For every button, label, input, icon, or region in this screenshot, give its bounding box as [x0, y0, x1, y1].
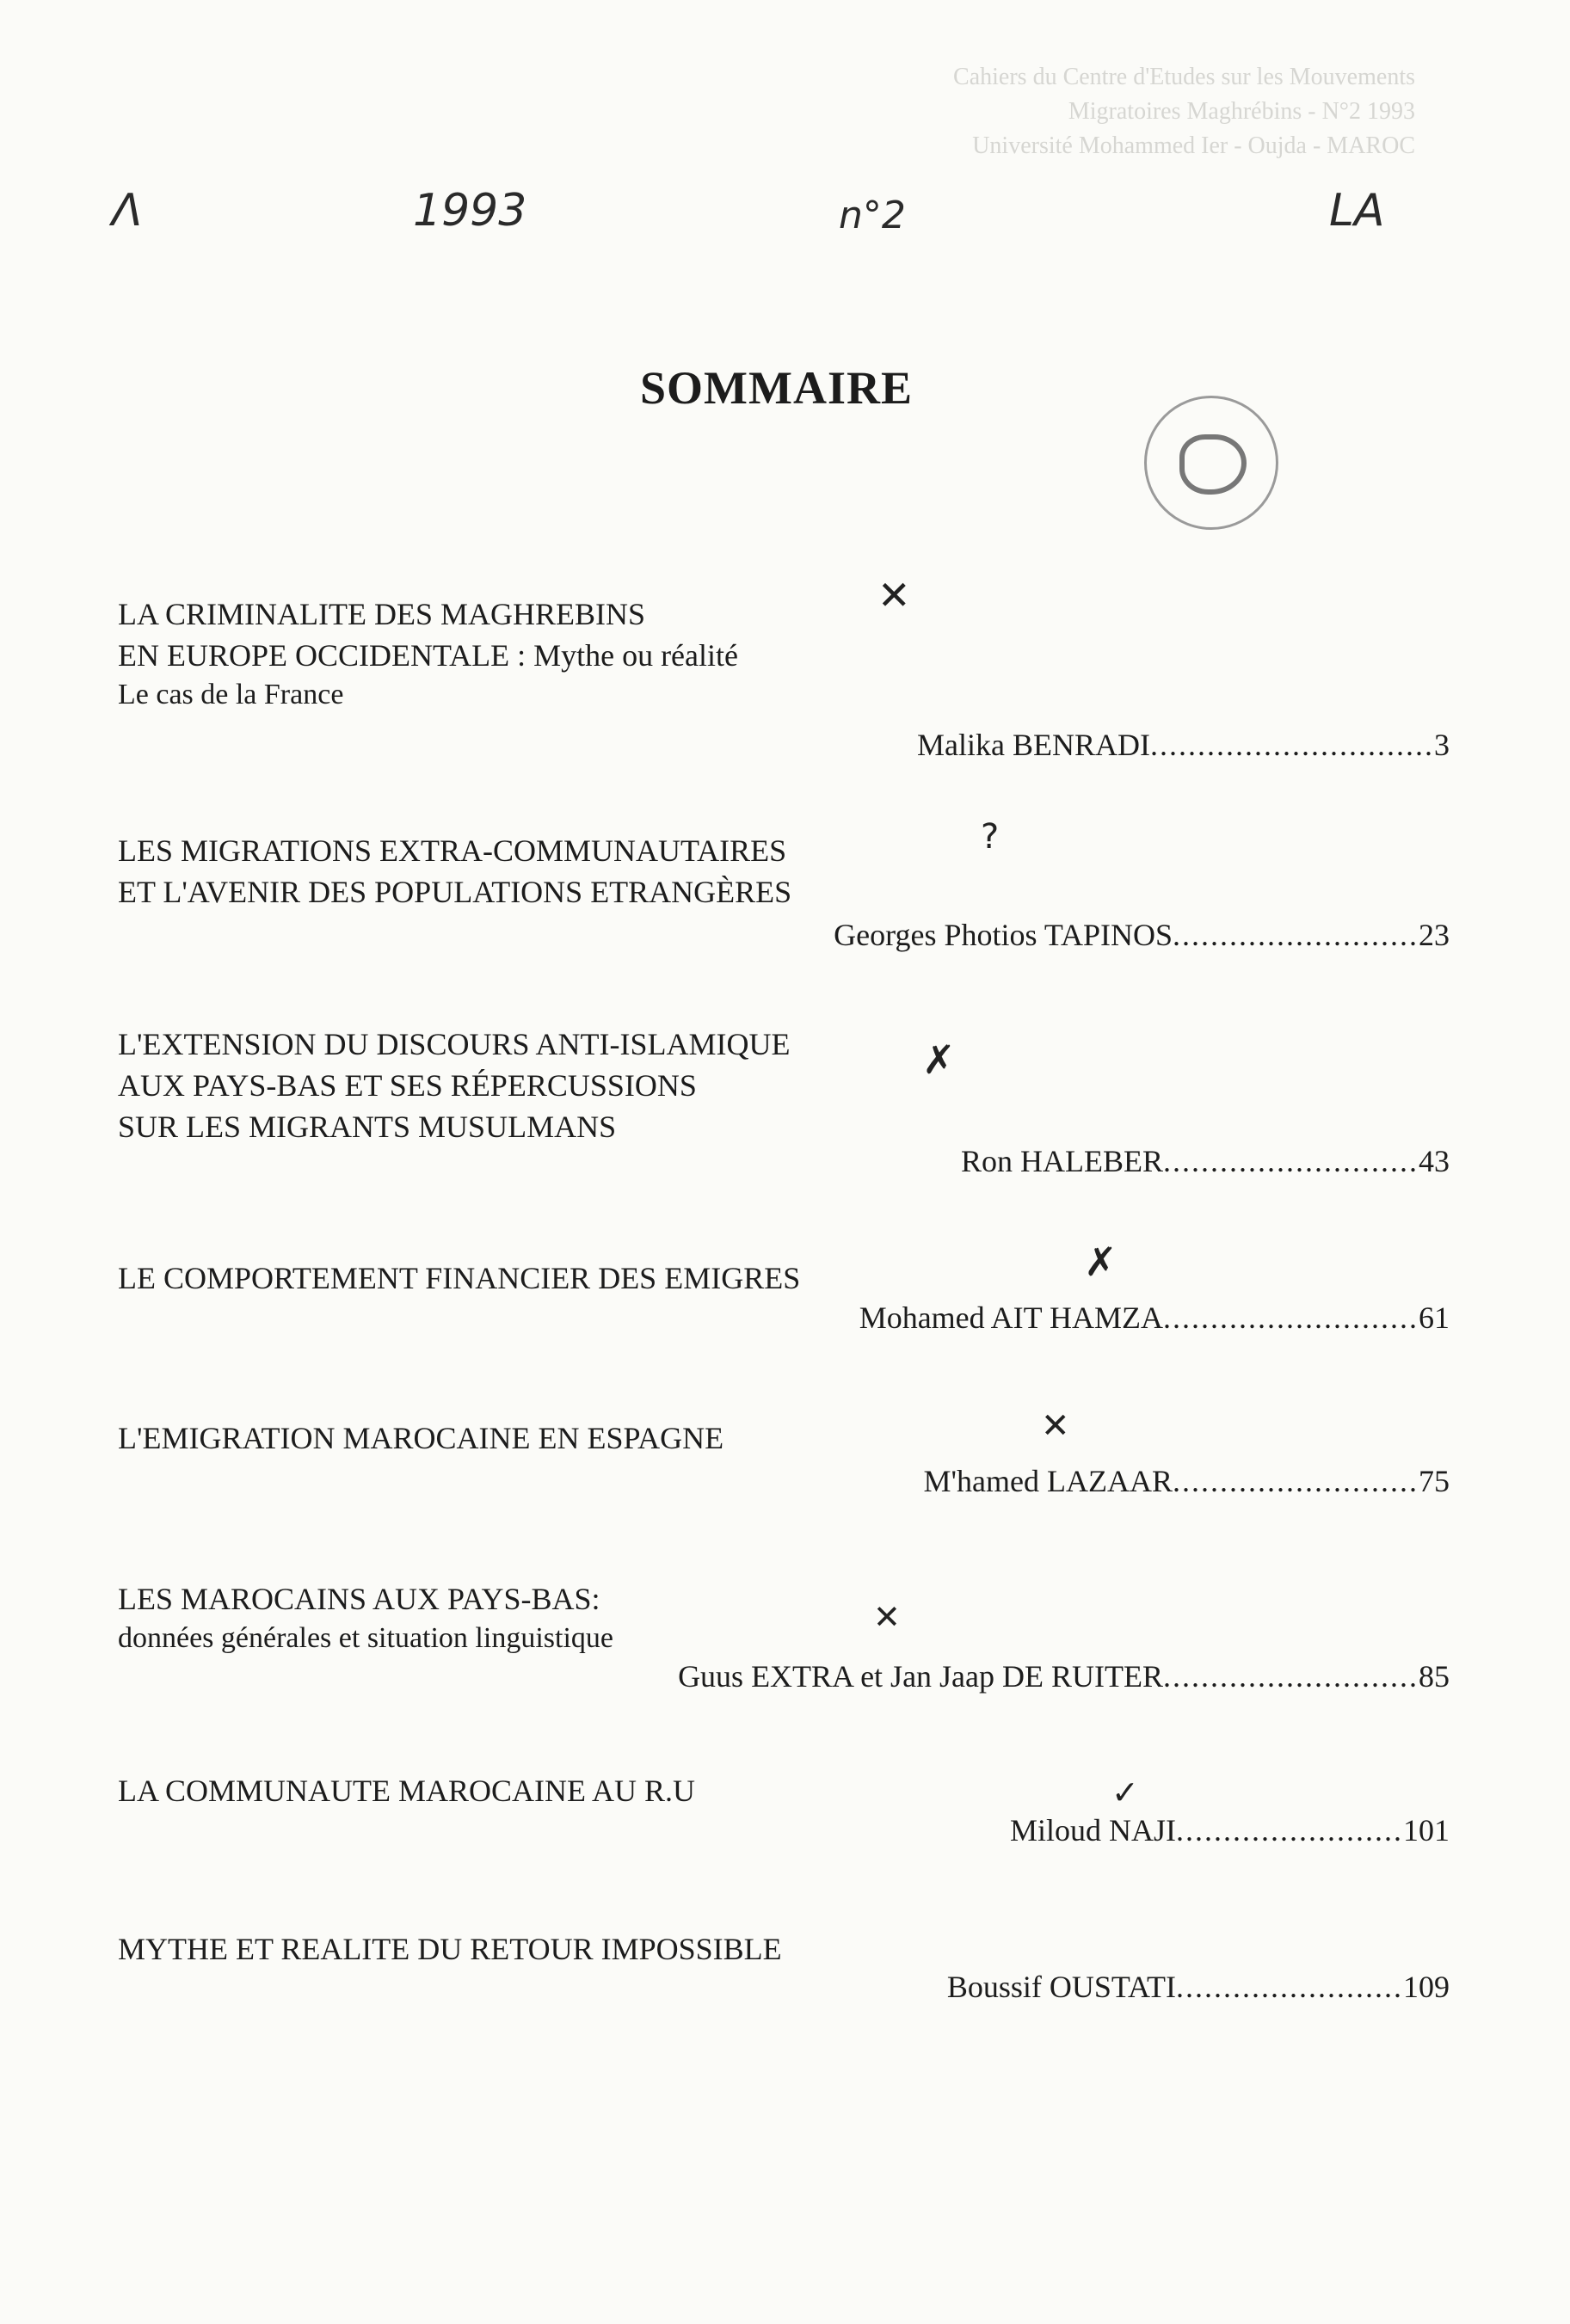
handwritten-number: n°2: [839, 194, 906, 237]
journal-header: [953, 60, 1415, 163]
entry-author: Boussif OUSTATI: [946, 1970, 1176, 2004]
page-title: SOMMAIRE: [640, 362, 913, 414]
pen-cross-mark: ✗: [1084, 1239, 1117, 1285]
leader-dots: ........................: [1176, 1813, 1403, 1848]
leader-dots: ...........................: [1163, 1659, 1419, 1694]
pen-cross-mark: ✕: [873, 1598, 901, 1636]
pen-check-mark: ✓: [1111, 1774, 1139, 1811]
entry-author: Georges Photios TAPINOS: [834, 918, 1173, 952]
entry-author: Ron HALEBER: [960, 1144, 1163, 1178]
entry-author-row: [118, 1297, 1450, 1338]
entry-author-row: [118, 914, 1450, 956]
entry-page-number: 61: [1419, 1300, 1450, 1335]
leader-dots: ...........................: [1163, 1300, 1419, 1335]
handwritten-initials: LA: [1329, 185, 1385, 237]
entry-title-line: L'EMIGRATION MAROCAINE EN ESPAGNE: [118, 1421, 724, 1455]
entry-author-row: [118, 1656, 1450, 1697]
entry-page-number: 23: [1419, 918, 1450, 952]
entry-author: Mohamed AIT HAMZA: [859, 1300, 1163, 1335]
entry-page-number: 75: [1419, 1464, 1450, 1498]
pen-cross-mark: ✗: [922, 1036, 956, 1083]
toc-entry: [118, 1024, 1450, 1182]
entry-title-line: LA COMMUNAUTE MAROCAINE AU R.U: [118, 1774, 696, 1808]
entry-title-line: L'EXTENSION DU DISCOURS ANTI-ISLAMIQUE: [118, 1027, 791, 1061]
leader-dots: ..............................: [1150, 728, 1434, 762]
entry-title-line: LES MAROCAINS AUX PAYS-BAS:: [118, 1582, 600, 1616]
toc-entry: [118, 1417, 1450, 1502]
entry-subtitle: Le cas de la France: [118, 679, 344, 710]
header-line-2: Migratoires Maghrébins - N°2 1993: [1068, 98, 1415, 125]
entry-title-line: ET L'AVENIR DES POPULATIONS ETRANGÈRES: [118, 875, 792, 909]
entry-page-number: 101: [1403, 1813, 1450, 1848]
entry-title-line: LE COMPORTEMENT FINANCIER DES EMIGRES: [118, 1261, 801, 1295]
entry-author: Miloud NAJI: [1009, 1813, 1176, 1848]
toc-entry: [118, 1578, 1450, 1697]
header-line-3: Université Mohammed Ier - Oujda - MAROC: [972, 132, 1415, 159]
handwritten-year: 1993: [413, 185, 527, 237]
toc-entry: [118, 1770, 1450, 1851]
library-stamp: [1144, 396, 1278, 530]
entry-page-number: 109: [1403, 1970, 1450, 2004]
entry-page-number: 43: [1419, 1144, 1450, 1178]
toc-entry: [118, 1928, 1450, 2007]
entry-title-line: MYTHE ET REALITE DU RETOUR IMPOSSIBLE: [118, 1932, 782, 1966]
entry-page-number: 85: [1419, 1659, 1450, 1694]
entry-title-line: SUR LES MIGRANTS MUSULMANS: [118, 1110, 617, 1144]
entry-title-line: EN EUROPE OCCIDENTALE : Mythe ou réalité: [118, 638, 739, 673]
entry-author-row: [118, 1460, 1450, 1502]
leader-dots: ...........................: [1163, 1144, 1419, 1178]
pen-cross-mark: ✕: [877, 572, 911, 618]
leader-dots: ........................: [1176, 1970, 1403, 2004]
pen-question-mark: ?: [981, 817, 1000, 857]
entry-author-row: [118, 724, 1450, 765]
entry-author: Malika BENRADI: [917, 728, 1150, 762]
entry-subtitle: données générales et situation linguistique: [118, 1622, 613, 1654]
entry-author: Guus EXTRA et Jan Jaap DE RUITER: [678, 1659, 1163, 1694]
entry-author-row: [118, 1966, 1450, 2007]
handwritten-mark: Λ: [112, 185, 143, 237]
entry-title-line: LES MIGRATIONS EXTRA-COMMUNAUTAIRES: [118, 833, 787, 868]
header-line-1: Cahiers du Centre d'Etudes sur les Mouvements: [953, 64, 1415, 90]
leader-dots: ..........................: [1173, 1464, 1419, 1498]
entry-author-row: [118, 1810, 1450, 1851]
pen-cross-mark: ✕: [1041, 1406, 1070, 1446]
entry-author: M'hamed LAZAAR: [923, 1464, 1173, 1498]
entry-title-line: AUX PAYS-BAS ET SES RÉPERCUSSIONS: [118, 1068, 697, 1103]
toc-entry: [118, 1257, 1450, 1338]
toc-entry: [118, 593, 1450, 765]
toc-entry: [118, 830, 1450, 956]
leader-dots: ..........................: [1173, 918, 1419, 952]
entry-title-line: LA CRIMINALITE DES MAGHREBINS: [118, 597, 646, 631]
entry-page-number: 3: [1434, 728, 1450, 762]
